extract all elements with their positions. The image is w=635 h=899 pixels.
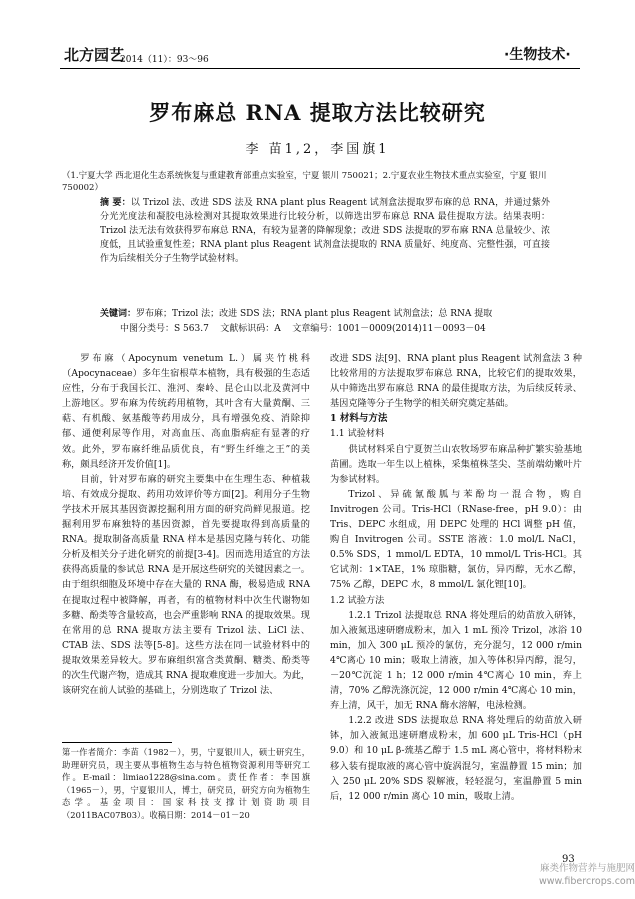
clc-number: 中图分类号：S 563.7	[120, 324, 209, 334]
keywords	[100, 308, 550, 321]
keywords-text: 罗布麻；Trizol 法；改进 SDS 法；RNA plant plus Reagent 试剂盒法；总 RNA 提取	[136, 309, 493, 319]
journal-name: 北方园艺	[64, 46, 125, 64]
subsection-heading: 1.2 试验方法	[330, 594, 385, 606]
footnote-rule	[62, 742, 172, 743]
doc-code: 文献标识码：A	[220, 324, 281, 334]
body-paragraph: 1.2.2 改进 SDS 法提取总 RNA 将处理后的幼苗放入研钵，加入液氮迅速研磨成粉末，加 600 μL Tris-HCl（pH 9.0）和 10 μL β-巯基乙醇于 1.5 mL 离心管中，将材料粉末移入装有提取液的离心管中旋涡混匀，室温静置 15 min；加入 250 μL 20% SDS 裂解液，轻轻混匀，室温静置 5 min 后，12 000 r/min 离心 10 min，吸取上清。	[330, 715, 582, 802]
body-paragraph: 改进 SDS 法[9]、RNA plant plus Reagent 试剂盒法 3 种比较常用的方法提取罗布麻总 RNA，比较它们的提取效果，从中筛选出罗布麻总 RNA 的最佳提取方法，为后续反转录、基因克隆等分子生物学的相关研究奠定基础。	[330, 353, 582, 410]
header-rule	[60, 68, 580, 69]
classification-info	[120, 323, 550, 336]
abstract-text: 以 Trizol 法、改进 SDS 法及 RNA plant plus Reagent 试剂盒法提取罗布麻的总 RNA，并通过紫外分光光度法和凝胶电泳检测对其提取效果进行比较分析，以筛选出罗布麻总 RNA 最佳提取方法。结果表明：Trizol 法无法有效获得罗布麻总 RNA，有较为显著的降解现象；改进 SDS 法提取的罗布麻 RNA 总量较少、浓度低，且试验重复性差；RNA plant plus Reagent 试剂盒法提取的 RNA 质量好、纯度高、完整性强，可直接作为后续相关分子生物学试验材料。	[100, 198, 550, 264]
body-right-column	[330, 351, 582, 804]
footnote: 第一作者简介：李苗（1982－），男，宁夏银川人，硕士研究生，助理研究员，现主要从事植物生态与特色植物资源利用等研究工作。E-mail：limiao1228@sina.com。责任作者：李国旗（1965－），男，宁夏银川人，博士，研究员，研究方向为植物生态学。基金项目：国家科技支撑计划资助项目（2011BAC07B03）。收稿日期：2014－01－20	[62, 747, 310, 820]
paper-title: 罗布麻总 RNA 提取方法比较研究	[149, 100, 486, 125]
body-paragraph: 罗布麻（Apocynum venetum L.）属夹竹桃科（Apocynaceae）多年生宿根草本植物，具有极强的生态适应性，分布于我国长江、淮河、秦岭、昆仑山以北及黄河中上游地区。罗布麻为传统药用植物，其叶含有大量黄酮、三萜、有机酸、氨基酸等药用成分，具有增强免疫、消除抑郁、通便利尿等作用，对高血压、高血脂病症有显著的疗效。此外，罗布麻纤维品质优良，有“野生纤维之王”的美称，颇具经济开发价值[1]。	[62, 353, 310, 470]
abstract-label: 摘 要：	[100, 198, 131, 208]
authors: 李 苗1,2，李国旗1	[245, 142, 390, 157]
section-name: ·生物技术·	[504, 47, 571, 63]
body-paragraph: Trizol、异硫氰酸胍与苯酚均一混合物，购自 Invitrogen 公司。Tris-HCl（RNase-free，pH 9.0）：由 Tris、DEPC 水组成，用 DEPC 处理的 HCl 调整 pH 值，购自 Invitrogen 公司。SSTE 溶液：1.0 mol/L NaCl，0.5% SDS，1 mmol/L EDTA，10 mmol/L Tris-HCl。其它试剂：1×TAE，1% 琼脂糖，氯仿，异丙醇，无水乙醇，75% 乙醇，DEPC 水，8 mmol/L 氯化锂[10]。	[330, 488, 582, 591]
article-number: 文章编号：1001－0009(2014)11－0093－04	[292, 324, 486, 334]
body-left-column	[62, 351, 310, 698]
abstract	[100, 196, 550, 266]
affiliations: （1.宁夏大学 西北退化生态系统恢复与重建教育部重点实验室，宁夏 银川 750021；2.宁夏农业生物技术重点实验室，宁夏 银川 750002）	[62, 171, 547, 193]
body-paragraph: 1.2.1 Trizol 法提取总 RNA 将处理后的幼苗放入研钵，加入液氮迅速研磨成粉末，加入 1 mL 预冷 Trizol，冰浴 10 min，加入 300 μL 预冷的氯仿，充分混匀，12 000 r/min 4℃离心 10 min；吸取上清液，加入等体积异丙醇，混匀，－20℃沉淀 1 h；12 000 r/min 4℃离心 10 min，弃上清，70% 乙醇洗涤沉淀，12 000 r/min 4℃离心 10 min，弃上清，风干，加无 RNA 酶水溶解，电泳检测。	[330, 609, 582, 712]
body-paragraph: 目前，针对罗布麻的研究主要集中在生理生态、种植栽培、有效成分提取、药用功效评价等方面[2]。利用分子生物学技术开展其基因资源挖掘利用方面的研究尚鲜见报道。挖掘利用罗布麻独特的基因资源，首先要提取得到高质量的 RNA。提取制备高质量 RNA 样本是基因克隆与转化、功能分析及相关分子进化研究的前提[3-4]。因而选用适宜的方法获得高质量的参试总 RNA 是开展这些研究的关键因素之一。由于组织细胞及环境中存在大量的 RNA 酶，极易造成 RNA 在提取过程中被降解，再者，有的植物材料中次生代谢物如多糖、酚类等含量较高，也会严重影响 RNA 的提取效果。现在常用的总 RNA 提取方法主要有 Trizol 法、LiCl 法、CTAB 法、SDS 法等[5-8]。这些方法在同一试验材料中的提取效果差异较大。罗布麻组织富含类黄酮、糖类、酚类等的次生代谢产物，造成其 RNA 提取难度进一步加大。为此，该研究在前人试验的基础上，分别选取了 Trizol 法、	[62, 473, 310, 697]
issue-info: 2014（11）：93～96	[120, 55, 209, 65]
watermark: 麻类作物营养与施肥网 www.fibercrops.com	[538, 863, 635, 887]
body-paragraph: 供试材料采自宁夏贺兰山农牧场罗布麻品种扩繁实验基地苗圃。选取一年生以上植株，采集植株茎尖、茎前端幼嫩叶片为参试材料。	[330, 443, 582, 485]
page-number: 93	[562, 854, 575, 865]
section-heading: 1 材料与方法	[330, 413, 388, 425]
keywords-label: 关键词：	[100, 309, 137, 319]
subsection-heading: 1.1 试验材料	[330, 428, 385, 440]
